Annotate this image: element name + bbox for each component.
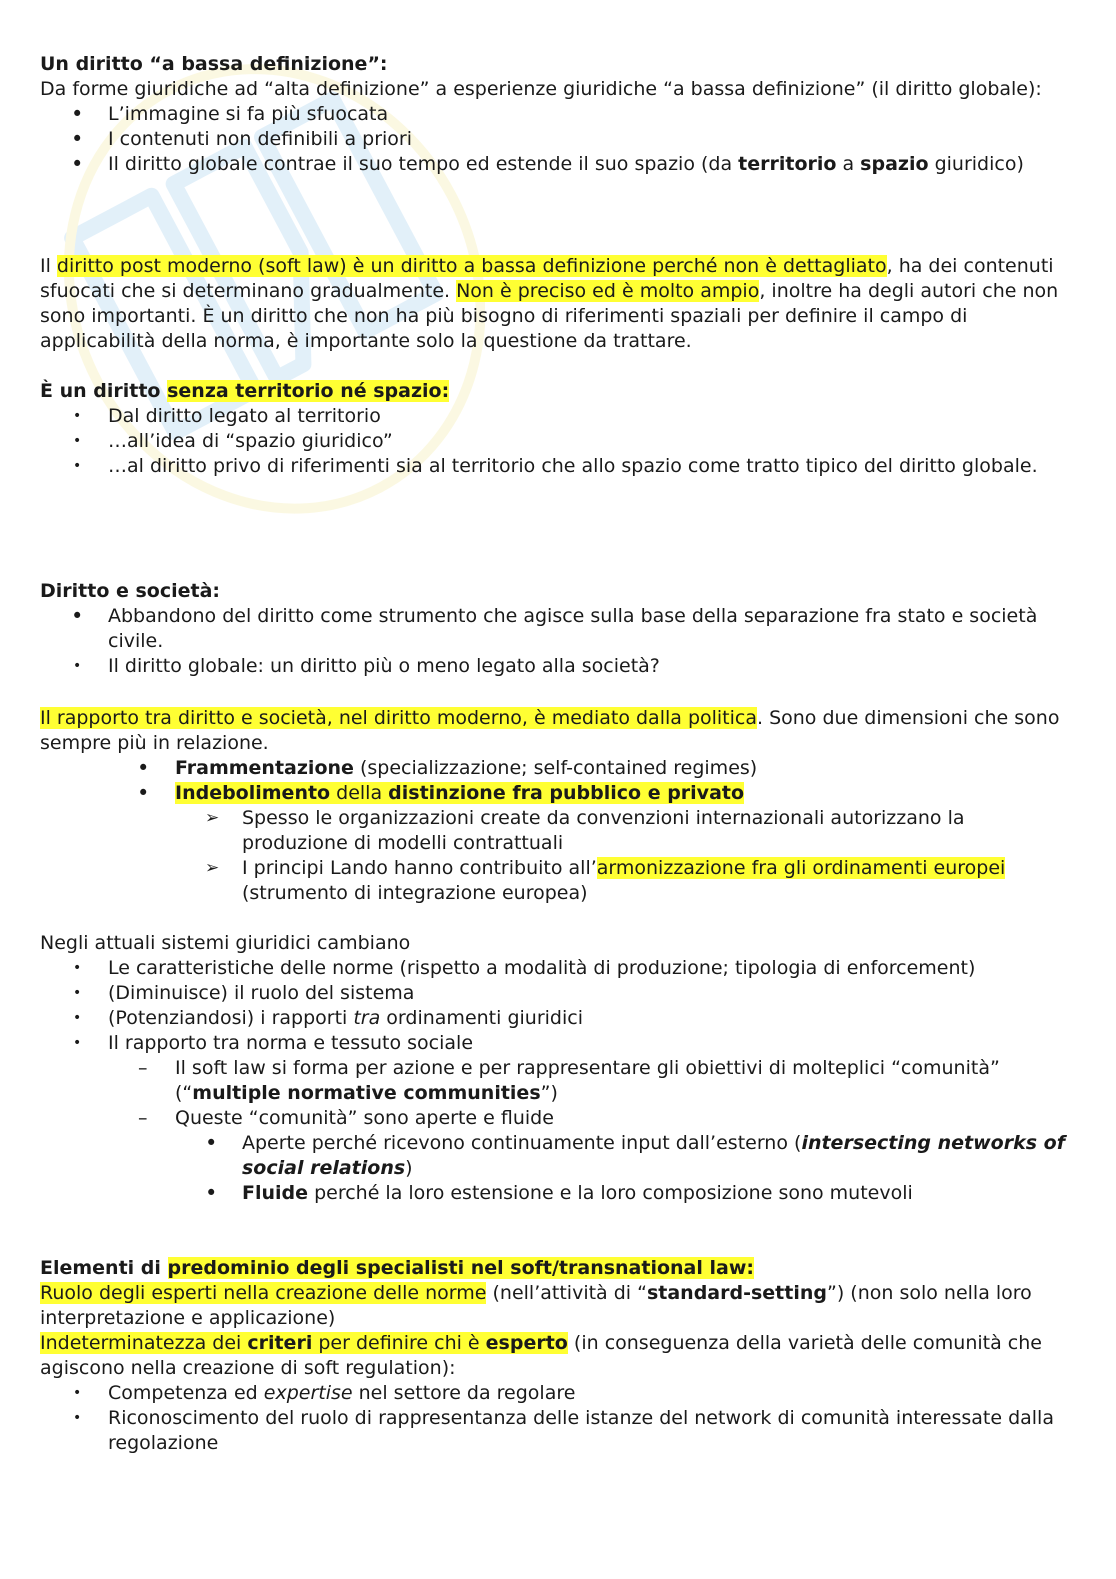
list-item: • Il diritto globale: un diritto più o meno legato alla società? <box>40 654 1075 679</box>
list-item: • Il rapporto tra norma e tessuto sociale <box>40 1031 1075 1056</box>
body-paragraph: Indeterminatezza dei criteri per definire chi è esperto (in conseguenza della varietà delle comunità che agiscono nella creazione di soft regulation): <box>40 1332 1042 1379</box>
list-item: • Frammentazione (specializzazione; self-contained regimes) <box>40 756 1075 781</box>
body-paragraph: Il diritto post moderno (soft law) è un diritto a bassa definizione perché non è dettagliato, ha dei contenuti sfuocati che si determinano gradualmente. Non è preciso ed è molto ampio, inoltre ha degli autori che non sono importanti. È un diritto che non ha più bisogno di riferimenti spaziali per definire il campo di applicabilità della norma, è importante solo la questione da trattare. <box>40 255 1059 352</box>
list-item: • …all’idea di “spazio giuridico” <box>40 429 1075 454</box>
list-item: • Riconoscimento del ruolo di rappresentanza delle istanze del network di comunità interessate dalla regolazione <box>40 1406 1075 1456</box>
section-bassa-definizione <box>40 52 1075 177</box>
list-item: ➢ I principi Lando hanno contribuito all’armonizzazione fra gli ordinamenti europei (strumento di integrazione europea) <box>40 856 1075 906</box>
list-item: – Queste “comunità” sono aperte e fluide <box>40 1106 1075 1131</box>
bullet-list <box>40 1381 1075 1456</box>
section-sistemi-giuridici <box>40 931 1075 1206</box>
section-heading: Elementi di predominio degli specialisti nel soft/transnational law: <box>40 1257 754 1279</box>
section-heading: Diritto e società: <box>40 580 221 602</box>
list-item: • (Diminuisce) il ruolo del sistema <box>40 981 1075 1006</box>
bullet-list <box>40 102 1075 177</box>
highlight: predominio degli specialisti nel soft/transnational law: <box>167 1257 754 1279</box>
list-item: • Il diritto globale contrae il suo tempo ed estende il suo spazio (da territorio a spazio giuridico) <box>40 152 1075 177</box>
nested-list <box>40 756 1075 906</box>
list-item: • L’immagine si fa più sfuocata <box>40 102 1075 127</box>
section-heading: È un diritto senza territorio né spazio: <box>40 380 450 402</box>
list-item: • Dal diritto legato al territorio <box>40 404 1075 429</box>
highlight: diritto post moderno (soft law) è un diritto a bassa definizione perché non è dettagliato <box>56 255 887 277</box>
intro-paragraph: Negli attuali sistemi giuridici cambiano <box>40 932 411 954</box>
section-heading: Un diritto “a bassa definizione”: <box>40 53 388 75</box>
highlight: Indeterminatezza dei criteri per definire chi è esperto <box>40 1332 568 1354</box>
list-item: • Abbandono del diritto come strumento che agisce sulla base della separazione fra stato e società civile. <box>40 604 1075 654</box>
body-paragraph: Il rapporto tra diritto e società, nel diritto moderno, è mediato dalla politica. Sono due dimensioni che sono sempre più in relazione. <box>40 707 1060 754</box>
section-rapporto-politica <box>40 706 1075 906</box>
highlight: Ruolo degli esperti nella creazione delle norme <box>40 1282 487 1304</box>
highlight: senza territorio né spazio: <box>167 380 450 402</box>
highlight: armonizzazione fra gli ordinamenti europei <box>596 857 1006 879</box>
highlight: Non è preciso ed è molto ampio <box>456 280 760 302</box>
list-item: • Fluide perché la loro estensione e la loro composizione sono mutevoli <box>40 1181 1075 1206</box>
list-item <box>40 781 1075 806</box>
list-item: • Aperte perché ricevono continuamente input dall’esterno (intersecting networks of social relations) <box>40 1131 1075 1181</box>
highlight: Indebolimento della distinzione fra pubblico e privato <box>175 782 745 804</box>
list-item: • (Potenziandosi) i rapporti tra ordinamenti giuridici <box>40 1006 1075 1031</box>
paragraph-post-moderno <box>40 254 1075 354</box>
list-item: ➢ Spesso le organizzazioni create da convenzioni internazionali autorizzano la produzione di modelli contrattuali <box>40 806 1075 856</box>
bullet-list <box>40 404 1075 479</box>
list-item: • …al diritto privo di riferimenti sia al territorio che allo spazio come tratto tipico del diritto globale. <box>40 454 1075 479</box>
intro-paragraph: Da forme giuridiche ad “alta definizione” a esperienze giuridiche “a bassa definizione” (il diritto globale): <box>40 78 1042 100</box>
list-item: • Competenza ed expertise nel settore da regolare <box>40 1381 1075 1406</box>
list-item: • I contenuti non definibili a priori <box>40 127 1075 152</box>
section-diritto-societa <box>40 579 1075 679</box>
list-item: – Il soft law si forma per azione e per rappresentare gli obiettivi di molteplici “comunità” (“multiple normative communities”) <box>40 1056 1075 1106</box>
highlight: Il rapporto tra diritto e società, nel diritto moderno, è mediato dalla politica <box>40 707 757 729</box>
body-paragraph: Ruolo degli esperti nella creazione delle norme (nell’attività di “standard-setting”) (non solo nella loro interpretazione e applicazione) <box>40 1282 1032 1329</box>
bullet-list <box>40 604 1075 679</box>
bullet-list <box>40 956 1075 1206</box>
section-senza-territorio <box>40 379 1075 479</box>
list-item: • Le caratteristiche delle norme (rispetto a modalità di produzione; tipologia di enforcement) <box>40 956 1075 981</box>
section-predominio-specialisti <box>40 1256 1075 1456</box>
